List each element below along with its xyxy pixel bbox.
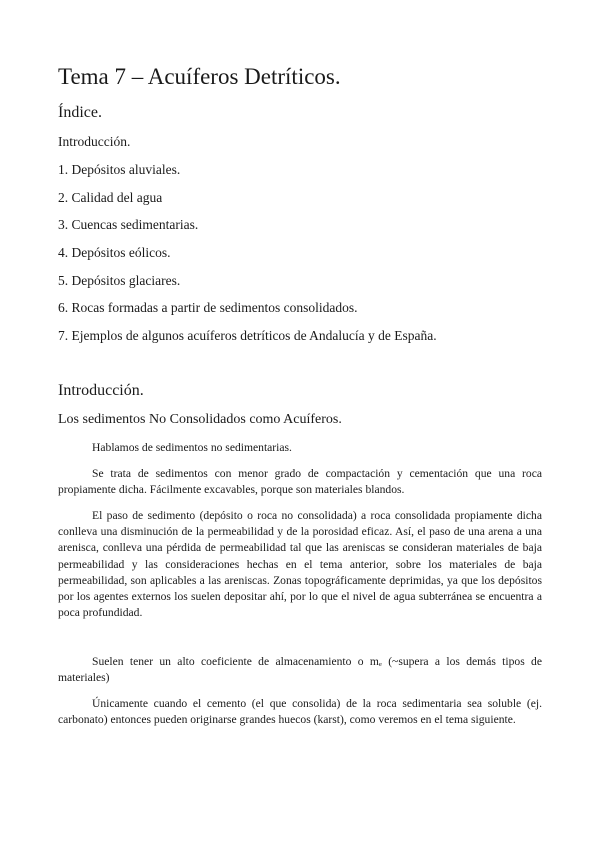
toc-item-6: 6. Rocas formadas a partir de sedimentos consolidados.	[58, 300, 358, 315]
paragraph-1: Hablamos de sedimentos no sedimentarias.	[92, 441, 292, 454]
paragraph-3: El paso de sedimento (depósito o roca no consolidada) a roca consolidada propiamente dicha conlleva una disminución de la permeabilidad y de la porosidad eficaz. Así, el paso de una arena a una arenisca, conlleva una pérdida de permeabilidad tal que las areniscas se consideran materiales de baja permeabilidad y las consideraciones hechas en el tema anterior, sobre los materiales de baja permeabilidad, son aplicables a las areniscas. Zonas topográficamente deprimidas, ya que los depósitos por los agentes externos los suelen depositar ahí, por lo que el nivel de agua subterránea se encuentra a poca profundidad.	[58, 509, 542, 620]
toc-item-2: 2. Calidad del agua	[58, 190, 163, 205]
subsection-heading: Los sedimentos No Consolidados como Acuíferos.	[58, 412, 342, 427]
toc-item-1: 1. Depósitos aluviales.	[58, 162, 181, 177]
index-heading: Índice.	[58, 104, 102, 121]
paragraph-5: Únicamente cuando el cemento (el que consolida) de la roca sedimentaria sea soluble (ej. carbonato) entonces pueden originarse grandes huecos (karst), como veremos en el tema siguiente.	[58, 697, 542, 727]
toc-item-3: 3. Cuencas sedimentarias.	[58, 217, 199, 232]
toc-item-4: 4. Depósitos eólicos.	[58, 245, 171, 260]
toc-item-7: 7. Ejemplos de algunos acuíferos detríticos de Andalucía y de España.	[58, 328, 437, 343]
toc-item-5: 5. Depósitos glaciares.	[58, 273, 181, 288]
section-heading-introduccion: Introducción.	[58, 382, 144, 399]
paragraph-4: Suelen tener un alto coeficiente de almacenamiento o mₑ (~supera a los demás tipos de materiales)	[58, 655, 542, 685]
toc-item-intro: Introducción.	[58, 134, 131, 149]
paragraph-2: Se trata de sedimentos con menor grado de compactación y cementación que una roca propiamente dicha. Fácilmente excavables, porque son materiales blandos.	[58, 467, 542, 497]
document-title: Tema 7 – Acuíferos Detríticos.	[58, 64, 341, 89]
